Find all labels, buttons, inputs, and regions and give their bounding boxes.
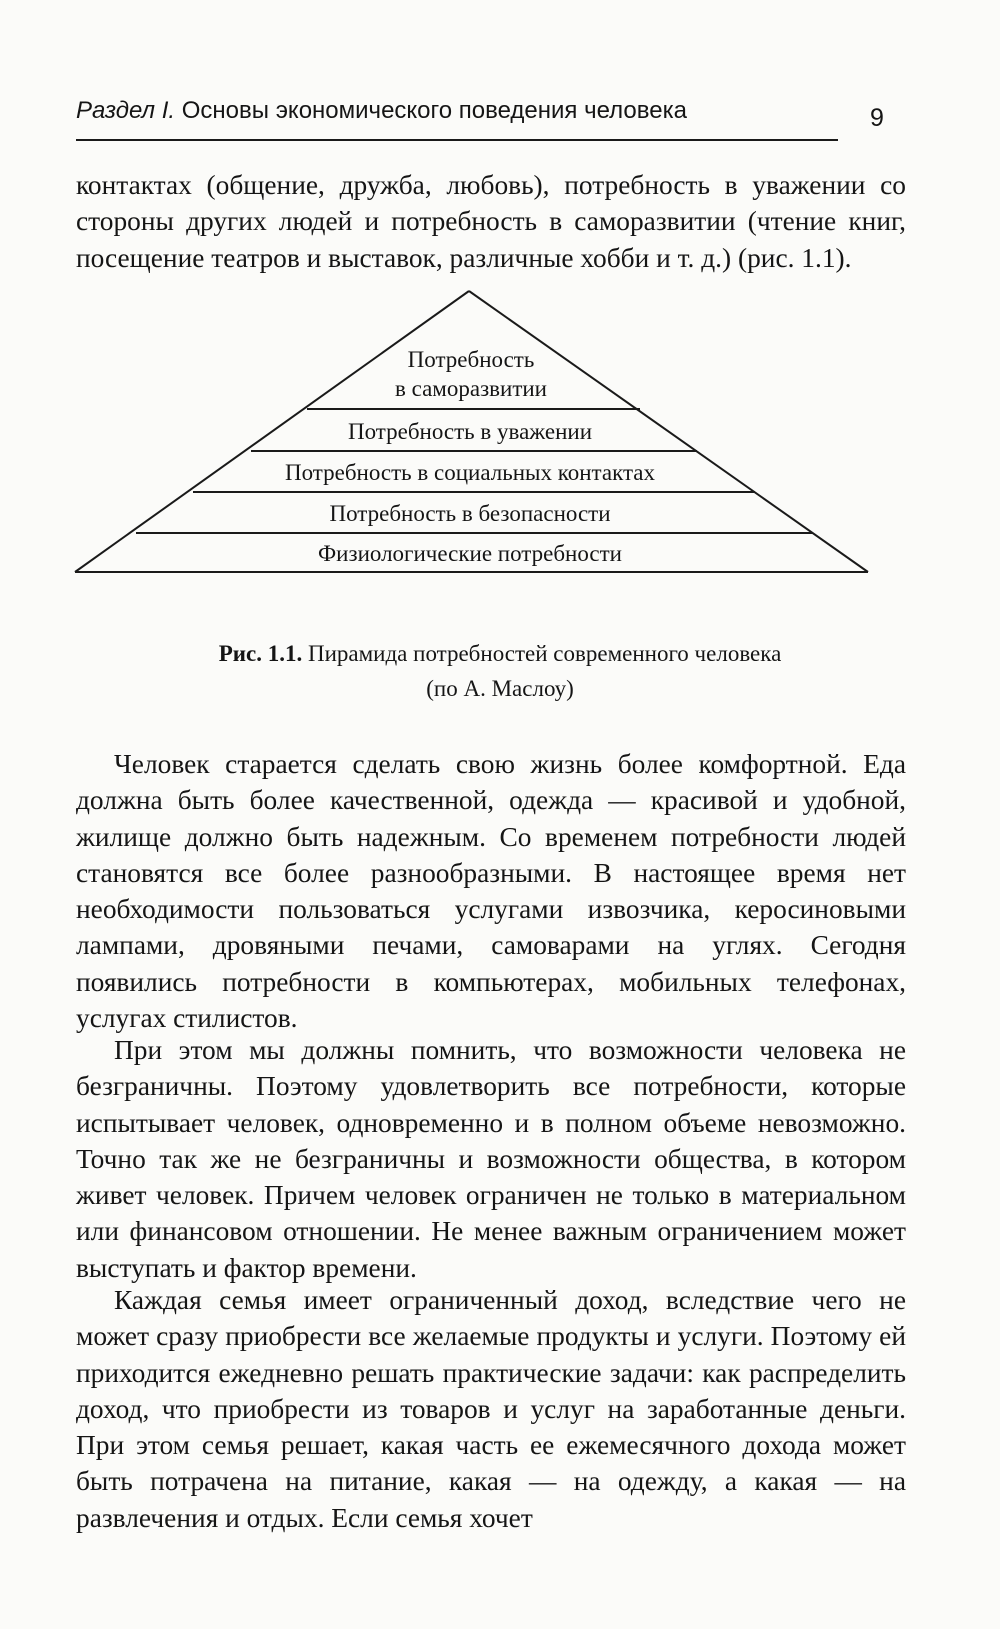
pyramid-level-2: Потребность в безопасности xyxy=(329,501,611,526)
page-number: 9 xyxy=(870,104,884,132)
pyramid-top-line2: в саморазвитии xyxy=(395,376,547,401)
paragraph-1: Человек старается сделать свою жизнь более комфортной. Еда должна быть более качественной, одежда — красивой и удобной, жилище должно быть надежным. Со временем потребности людей становятся все более разнообразными. В настоящее время нет необходимости пользоваться услугами извозчика, керосиновыми лампами, дровяными печами, самоварами на углях. Сегодня появились потребности в компьютерах, мобильных телефонах, услугах стилистов. xyxy=(76,749,906,1034)
figure-caption xyxy=(80,636,920,706)
pyramid-level-4: Потребность в уважении xyxy=(347,419,593,444)
pyramid-top-line1: Потребность xyxy=(407,347,535,372)
paragraph-continuation: контактах (общение, дружба, любовь), потребность в уважении со стороны других людей и потребность в саморазвитии (чтение книг, посещение театров и выставок, различные хобби и т. д.) (рис. 1.1). xyxy=(76,170,906,273)
section-label: Раздел I. xyxy=(76,97,176,124)
caption-subtitle: (по А. Маслоу) xyxy=(426,676,574,701)
pyramid-level-1: Физиологические потребности xyxy=(318,541,622,566)
caption-title: Пирамида потребностей современного человека xyxy=(307,641,782,666)
paragraph-2: При этом мы должны помнить, что возможности человека не безграничны. Поэтому удовлетворить все потребности, которые испытывает человек, одновременно и в полном объеме невозможно. Точно так же не безграничны и возможности общества, в котором живет человек. Причем человек ограничен не только в материальном или финансовом отношении. Не менее важным ограничением может выступать и фактор времени. xyxy=(76,1035,906,1283)
pyramid-level-3: Потребность в социальных контактах xyxy=(284,460,656,485)
paragraph-3: Каждая семья имеет ограниченный доход, вследствие чего не может сразу приобрести все желаемые продукты и услуги. Поэтому ей приходится ежедневно решать практические задачи: как распределить доход, что приобрести из товаров и услуг на заработанные деньги. При этом семья решает, какая часть ее ежемесячного дохода может быть потрачена на питание, какая — на одежду, а какая — на развлечения и отдых. Если семья хочет xyxy=(76,1285,906,1533)
maslow-pyramid-figure xyxy=(0,0,1000,700)
section-title: Основы экономического поведения человека xyxy=(181,97,687,124)
caption-label: Рис. 1.1. xyxy=(218,641,303,666)
